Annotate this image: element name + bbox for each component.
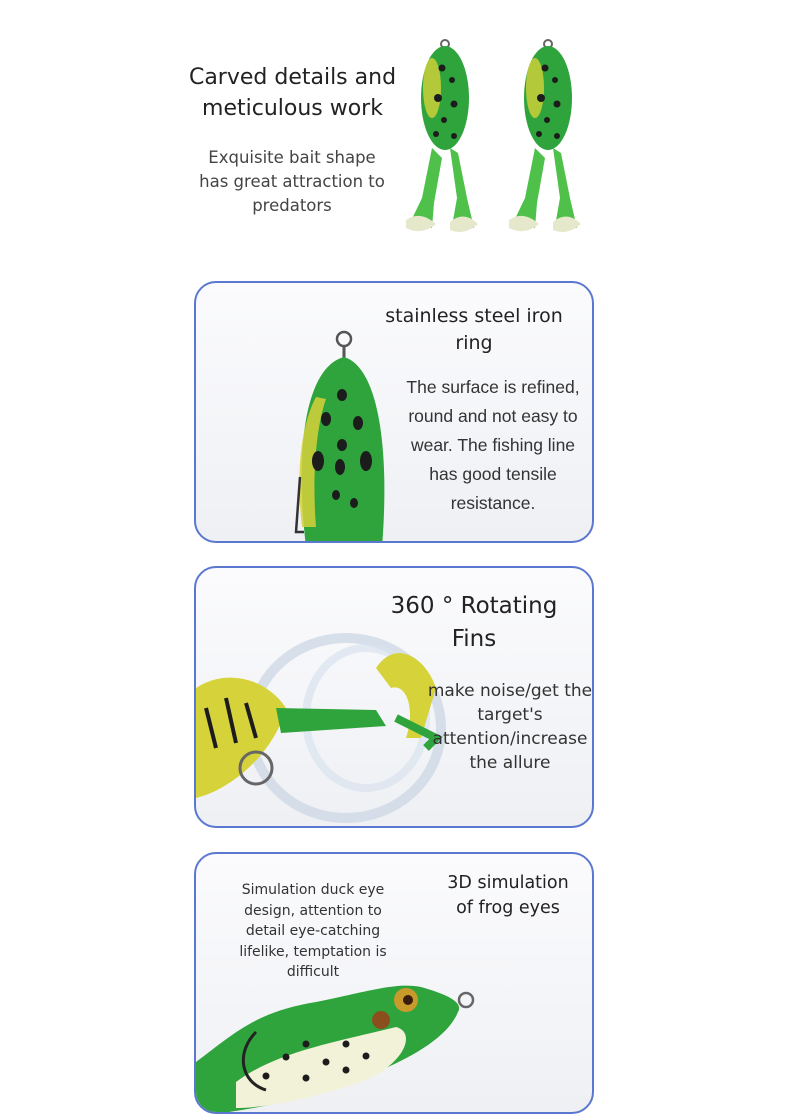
steel-ring-description: The surface is refined, round and not easy to wear. The fishing line has good tensile resistance.: [406, 377, 580, 513]
frog-eyes-description: Simulation duck eye design, attention to detail eye-catching lifelike, temptation is difficult: [239, 882, 387, 980]
frog-eyes-title: 3D simulation of frog eyes: [447, 873, 569, 918]
rotating-fins-card: [194, 566, 594, 828]
frog-lure-icon: [196, 972, 496, 1114]
frog-lure-icon: [495, 38, 585, 238]
intro-description: Exquisite bait shape has great attraction to predators: [199, 148, 385, 215]
intro-title: Carved details and meticulous work: [188, 65, 397, 121]
steel-ring-card: [194, 281, 594, 543]
intro-section: [180, 30, 600, 230]
rotating-fins-description: make noise/get the target's attention/increase the allure: [427, 681, 593, 773]
frog-lure-icon: [392, 38, 482, 238]
rotating-fins-title: 360 ° Rotating Fins: [390, 593, 558, 652]
frog-eyes-card: [194, 852, 594, 1114]
steel-ring-icon: [286, 327, 386, 543]
steel-ring-title: stainless steel iron ring: [385, 305, 563, 354]
